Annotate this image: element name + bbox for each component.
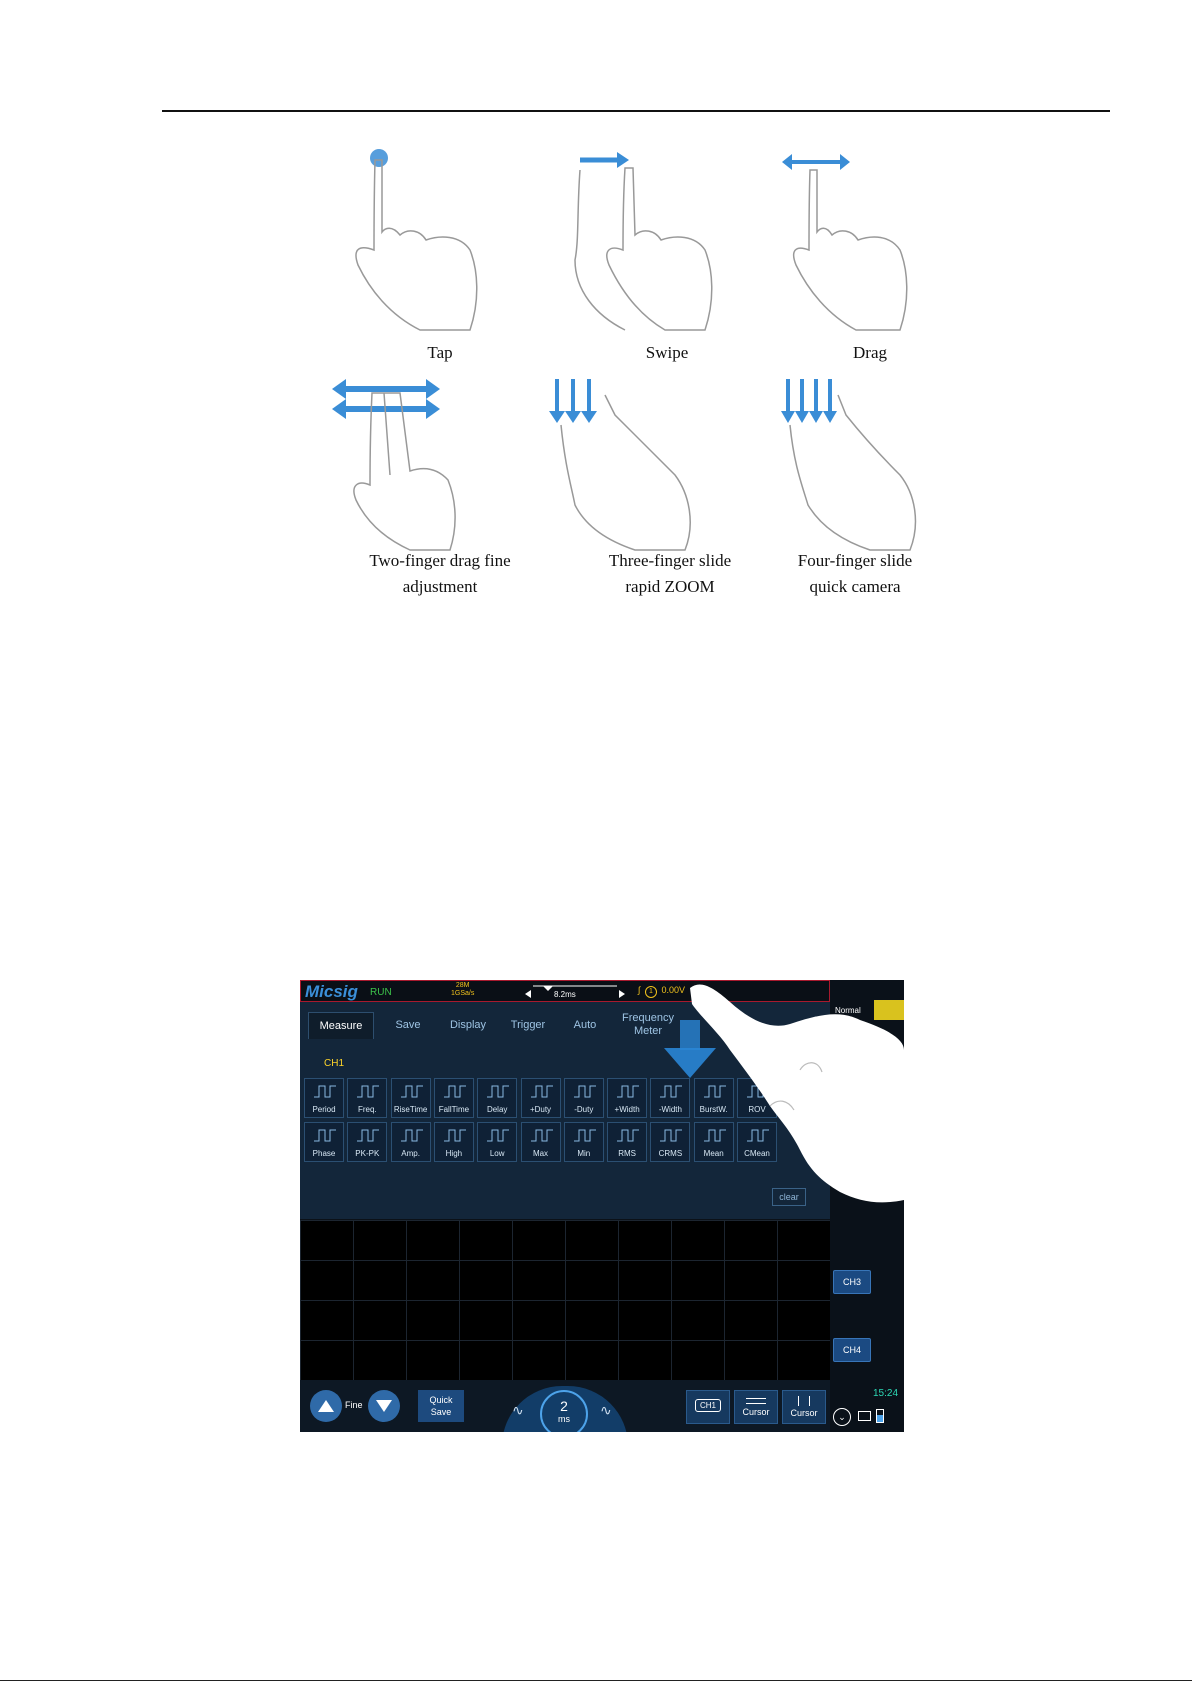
measure-label: +Duty xyxy=(529,1105,552,1114)
measure-label: Amp. xyxy=(401,1149,420,1158)
channel-label: CH1 xyxy=(324,1058,345,1069)
footer-rule xyxy=(0,1680,1192,1681)
gesture-drag xyxy=(780,140,1000,340)
clock: 15:24 xyxy=(873,1388,899,1399)
trigger-mode[interactable]: Normal xyxy=(835,1006,861,1015)
measure-label: +Width xyxy=(614,1105,640,1114)
timebase-dial-value: 2 xyxy=(560,1398,568,1414)
measure-label: -Width xyxy=(658,1105,682,1114)
caption-three-finger: Three-finger slide rapid ZOOM xyxy=(608,551,732,596)
caption-swipe: Swipe xyxy=(645,343,689,362)
measure-label: CRMS xyxy=(658,1149,683,1158)
measure-label: Delay xyxy=(486,1105,508,1114)
collapse-icon[interactable]: ⌄ xyxy=(833,1408,851,1426)
measure-label: -Duty xyxy=(574,1105,594,1114)
measure-label: ROV xyxy=(748,1105,766,1114)
tab-measure[interactable]: Measure xyxy=(308,1012,374,1039)
measure-label: CMean xyxy=(744,1149,770,1158)
quick-save-button[interactable]: Quick Save xyxy=(418,1390,464,1422)
cursor-vertical-label: Cursor xyxy=(790,1408,818,1418)
swipe-hand-icon xyxy=(555,140,775,340)
timebase-value: 8.2ms xyxy=(554,990,576,999)
drag-hand-icon xyxy=(780,140,1000,340)
rising-edge-icon: ∫ xyxy=(638,985,641,995)
gesture-four-finger xyxy=(780,375,1000,575)
measure-label: Max xyxy=(532,1149,549,1158)
tab-frequency-meter[interactable]: Frequency Meter xyxy=(622,1012,674,1037)
sample-rate-value: 1GSa/s xyxy=(451,990,475,997)
ch3-button[interactable]: CH3 xyxy=(833,1270,871,1294)
caption-four-finger: Four-finger slide quick camera xyxy=(797,551,913,596)
measure-label: Mean xyxy=(703,1149,724,1158)
trigger-level: 0.00V xyxy=(661,985,686,995)
three-finger-hand-icon xyxy=(545,375,765,555)
tab-display[interactable]: Display xyxy=(449,1019,487,1031)
caption-drag: Drag xyxy=(853,343,887,362)
wave-left-icon: ∿ xyxy=(512,1402,524,1418)
timebase-dial-unit: ms xyxy=(558,1414,570,1424)
fine-label: Fine xyxy=(345,1400,363,1410)
measure-label: Freq. xyxy=(357,1105,377,1114)
four-finger-hand-icon xyxy=(780,375,1000,555)
clear-button[interactable]: clear xyxy=(772,1188,806,1206)
tab-trigger[interactable]: Trigger xyxy=(510,1019,546,1031)
ch1-button-label: CH1 xyxy=(695,1399,721,1412)
pointing-hand-icon xyxy=(300,980,904,1432)
memory-depth: 28M xyxy=(455,982,470,989)
measure-label: Low xyxy=(489,1149,505,1158)
measure-label: RMS xyxy=(618,1149,636,1158)
gesture-three-finger xyxy=(545,375,765,575)
gesture-swipe xyxy=(555,140,775,340)
cursor-horizontal-label: Cursor xyxy=(742,1407,770,1417)
measure-label: High xyxy=(445,1149,463,1158)
measure-label: Min xyxy=(577,1149,591,1158)
gesture-two-finger xyxy=(330,375,550,575)
wave-right-icon: ∿ xyxy=(600,1402,612,1418)
measure-label: FallTime xyxy=(438,1105,470,1114)
ch4-button[interactable]: CH4 xyxy=(833,1338,871,1362)
caption-tap: Tap xyxy=(427,343,453,362)
tab-auto[interactable]: Auto xyxy=(573,1019,597,1031)
measure-label: Period xyxy=(312,1105,336,1114)
measure-label: PK-PK xyxy=(355,1149,380,1158)
measure-label: BurstW. xyxy=(699,1105,728,1114)
tap-hand-icon xyxy=(330,140,550,340)
measure-label: RiseTime xyxy=(393,1105,428,1114)
header-rule xyxy=(162,110,1110,112)
caption-two-finger: Two-finger drag fine adjustment xyxy=(369,551,511,596)
gesture-tap xyxy=(330,140,550,340)
brand-logo: Micsig xyxy=(305,982,358,1001)
oscilloscope-screen xyxy=(300,980,904,1432)
two-finger-hand-icon xyxy=(330,375,550,555)
measure-label: Phase xyxy=(312,1149,336,1158)
tab-save[interactable]: Save xyxy=(395,1019,421,1031)
trigger-channel: 1 xyxy=(645,986,657,998)
run-status[interactable]: RUN xyxy=(370,987,392,998)
